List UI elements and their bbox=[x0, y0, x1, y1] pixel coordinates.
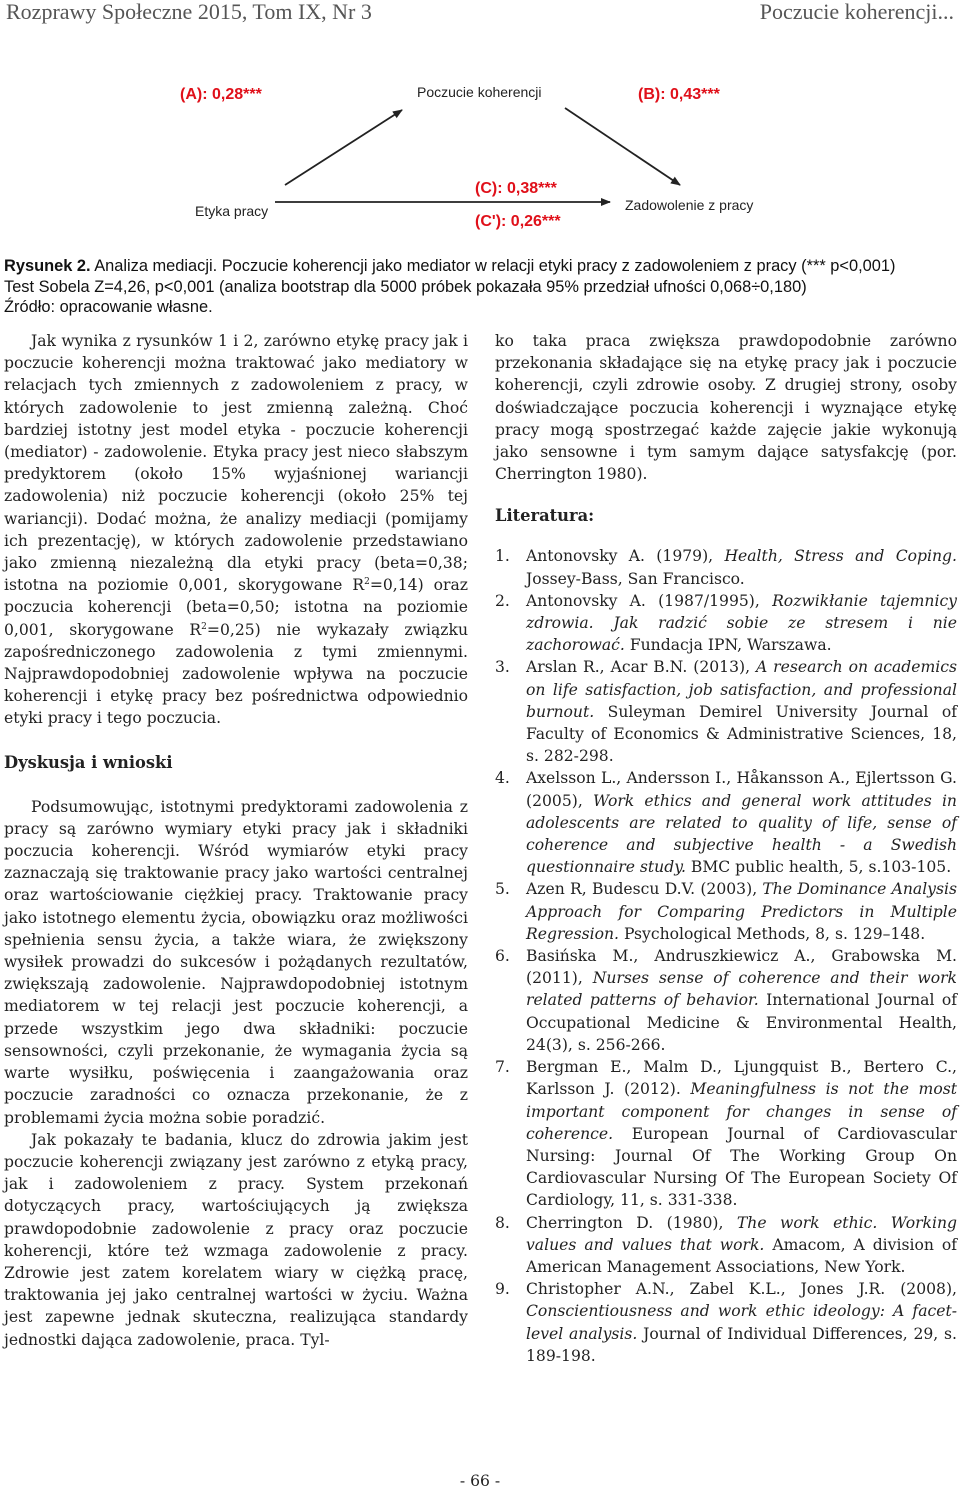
running-header bbox=[0, 0, 960, 30]
paragraph-mediation-results: Jak wynika z rysunków 1 i 2, zarówno etykę pracy jak i poczucie koherencji można traktować jako mediatory w relacjach tych zmiennych z zadowoleniem z pracy, w których zadowolenie to jest zmienną zależną. Choć bardziej istotny jest model etyka - poczucie koherencji (mediator) - zadowolenie. Etyka pracy jest nieco słabszym predyktorem (około 15% wyjaśnionej wariancji zadowolenia) niż poczucie koherencji (około 25% tej wariancji). Dodać można, że analizy mediacji (pomijamy ich prezentację), w których zadowolenie przedstawiano jako zmienną niezależną dla etyki pracy (beta=0,38; istotna na poziomie 0,001, skorygowane $R^2=0,14$) oraz poczucia koherencji (beta=0,50; istotna na poziomie 0,001, skorygowane $R^2=0,25$) nie wykazały związku zapośredniczonego zadowolenia z tymi zmiennymi. Najprawdopodobniej zadowolenie wpływa na poczucie koherencji i etykę pracy bez pośrednictwa odpowiednio etyki pracy i tego poczucia. bbox=[4, 332, 468, 728]
section-heading-literature: Literatura: bbox=[495, 506, 595, 526]
path-c-prime-label: (C'): 0,26*** bbox=[475, 213, 561, 230]
article-short-title: Poczucie koherencji... bbox=[759, 0, 954, 24]
path-c-label: (C): 0,38*** bbox=[475, 180, 557, 197]
journal-title: Rozprawy Społeczne 2015, Tom IX, Nr 3 bbox=[6, 0, 372, 24]
section-heading-discussion: Dyskusja i wnioski bbox=[4, 752, 173, 772]
predictor-label: Etyka pracy bbox=[195, 203, 269, 219]
caption-source: Źródło: opracowanie własne. bbox=[4, 298, 213, 316]
mediation-diagram bbox=[170, 70, 800, 250]
reference-item: 1. Antonovsky A. (1979), Health, Stress and Coping. Jossey-Bass, San Francisco. bbox=[495, 547, 957, 588]
paragraph-continuation: ko taka praca zwiększa prawdopodobnie zarówno przekonania składające się na etykę pracy jak i poczucie koherencji, czyli zdrowie osoby. Z drugiej strony, osoby doświadczające poczucia koherencji i wyznające etykę pracy mogą spostrzegać każde zajęcie jakie wykonują jako sensowne i tym samym dające satysfakcję (por. Cherrington 1980). bbox=[495, 332, 957, 484]
reference-item: 4. Axelsson L., Andersson I., Håkansson A., Ejlertsson G. (2005), Work ethics and general work attitudes in adolescents are related to quality of life, sense of coherence and subjective health - a Swedish questionnaire study. BMC public health, 5, s.103-105. bbox=[495, 769, 957, 877]
reference-item: 8. Cherrington D. (1980), The work ethic. Working values and values that work. Amacom, A division of American Management Associations, New York. bbox=[495, 1213, 958, 1276]
caption-line-1: Analiza mediacji. Poczucie koherencji jako mediator w relacji etyki pracy z zadowoleniem z pracy (*** p<0,001) bbox=[90, 257, 896, 275]
outcome-label: Zadowolenie z pracy bbox=[625, 197, 754, 213]
arrow-a bbox=[285, 110, 402, 185]
reference-item: 2. Antonovsky A. (1987/1995), Rozwikłanie tajemnicy zdrowia. Jak radzić sobie ze stresem i nie zachorować. Fundacja IPN, Warszawa. bbox=[495, 591, 957, 655]
reference-item: 9. Christopher A.N., Zabel K.L., Jones J.R. (2008), Conscientiousness and work ethic ideology: A facet-level analysis. Journal of Individual Differences, 29, s. 189-198. bbox=[495, 1280, 957, 1365]
figure-caption bbox=[4, 256, 954, 318]
reference-list bbox=[495, 545, 957, 1367]
page-number: - 66 - bbox=[459, 1472, 501, 1490]
paragraph-conclusion: Jak pokazały te badania, klucz do zdrowia jakim jest poczucie koherencji związany jest zarówno z etyką pracy, jak i zadowoleniem z pracy. System przekonań dotyczących pracy, wartościujących ją zwiększa prawdopodobnie zadowolenie z pracy oraz poczucie koherencji, które też wzmaga zadowolenie z pracy. Zdrowie jest zatem korelatem wiary w ciężką pracę, traktowania jej jako centralnej wartości w życiu. Ważna jest zapewne jednak skuteczna, realizująca standardy jednostki dająca zadowolenie, praca. Tyl- bbox=[4, 1130, 468, 1349]
path-a-label: (A): 0,28*** bbox=[180, 86, 262, 103]
reference-item: 5. Azen R, Budescu D.V. (2003), The Dominance Analysis Approach for Comparing Predictors in Multiple Regression. Psychological Methods, 8, s. 129–148. bbox=[495, 880, 957, 943]
caption-label: Rysunek 2. bbox=[4, 257, 91, 275]
paragraph-summary: Podsumowując, istotnymi predyktorami zadowolenia z pracy są zarówno wymiary etyki pracy jak i składniki poczucia koherencji. Wśród wymiarów etyki pracy zaznaczają się traktowanie pracy jako wartości centralnej oraz wartościowanie ciężkiej pracy. Traktowanie pracy jako istotnego elementu życia, obowiązku oraz możliwości spełnienia sensu życia, a także wiara, że zwiększony wysiłek prowadzi do sukcesów i pożądanych rezultatów, zwiększają zadowolenie. Najprawdopodobniej istotnym mediatorem w tej relacji jest poczucie koherencji, a przede wszystkim jego dwa składniki: poczucie sensowności, czyli przekonanie, że wymagania życia są warte wysiłku, poświęcenia i zaangażowania oraz poczucie zaradności co oznacza przekonanie, że z problemami życia można sobie poradzić. bbox=[4, 797, 468, 1127]
right-column bbox=[495, 330, 957, 1367]
arrow-b bbox=[565, 108, 680, 185]
reference-item: 6. Basińska M., Andruszkiewicz A., Grabowska M. (2011), Nurses sense of coherence and their work related patterns of behavior. International Journal of Occupational Medicine & Environmental Health, 24(3), s. 256-266. bbox=[495, 947, 957, 1054]
reference-item: 7. Bergman E., Malm D., Ljungquist B., Bertero C., Karlsson J. (2012). Meaningfulness is not the most important component for changes in sense of coherence. European Journal of Cardiovascular Nursing: Journal Of The Working Group On Cardiovascular Nursing Of The European Society Of Cardiology, 11, s. 331-338. bbox=[495, 1058, 957, 1210]
path-b-label: (B): 0,43*** bbox=[638, 86, 720, 103]
mediator-label: Poczucie koherencji bbox=[417, 84, 542, 100]
caption-line-2: Test Sobela Z=4,26, p<0,001 (analiza bootstrap dla 5000 próbek pokazała 95% przedział ufności 0,068÷0,180) bbox=[4, 277, 807, 296]
reference-item: 3. Arslan R., Acar B.N. (2013), A research on academics on life satisfaction, job satisfaction, and professional burnout. Suleyman Demirel University Journal of Faculty of Economics & Administrative Sciences, 18, s. 282-298. bbox=[495, 658, 957, 766]
left-column bbox=[4, 330, 468, 1351]
